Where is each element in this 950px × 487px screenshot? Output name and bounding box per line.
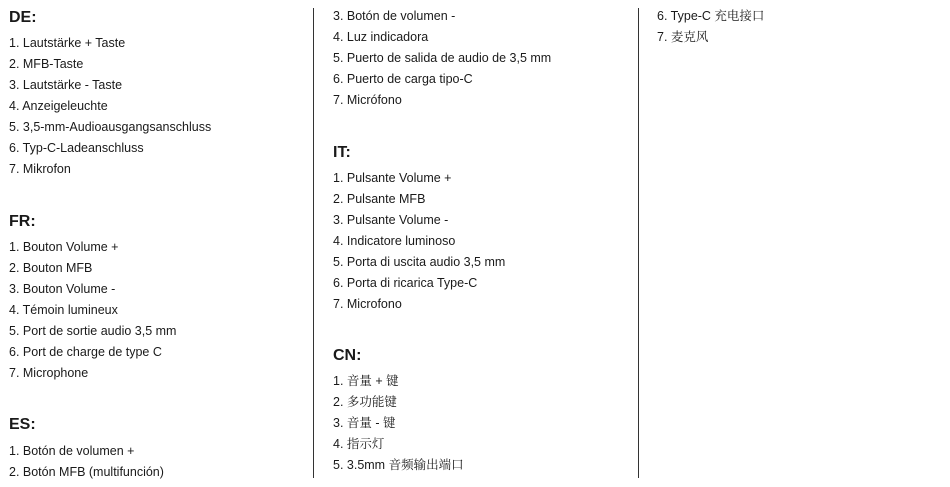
list-item: 6. Porta di ricarica Type-C	[333, 276, 478, 290]
column-divider	[638, 8, 639, 478]
list-item: 6. Type-C 充电接口	[657, 9, 765, 23]
section-heading-it: IT:	[333, 144, 351, 161]
list-item: 6. Typ-C-Ladeanschluss	[9, 141, 144, 155]
list-item: 2. Pulsante MFB	[333, 192, 426, 206]
list-item: 7. Mikrofon	[9, 162, 71, 176]
list-item: 1. Botón de volumen +	[9, 444, 135, 458]
section-heading-de: DE:	[9, 9, 37, 26]
list-item: 7. Microphone	[9, 366, 89, 380]
column-divider	[313, 8, 314, 478]
list-item: 5. 3.5mm 音频输出端口	[333, 458, 464, 472]
list-item: 5. Port de sortie audio 3,5 mm	[9, 324, 177, 338]
list-item: 7. Microfono	[333, 297, 402, 311]
list-item: 2. MFB-Taste	[9, 57, 84, 71]
list-item: 4. Anzeigeleuchte	[9, 99, 108, 113]
list-item: 1. 音量 + 键	[333, 374, 399, 388]
list-item: 5. Porta di uscita audio 3,5 mm	[333, 255, 506, 269]
list-item: 3. Bouton Volume -	[9, 282, 116, 296]
list-item: 6. Port de charge de type C	[9, 345, 162, 359]
list-item: 4. Indicatore luminoso	[333, 234, 456, 248]
list-item: 2. Bouton MFB	[9, 261, 93, 275]
list-item: 3. 音量 - 键	[333, 416, 396, 430]
list-item: 3. Lautstärke - Taste	[9, 78, 123, 92]
list-item: 2. 多功能键	[333, 395, 397, 409]
section-heading-es: ES:	[9, 416, 36, 433]
list-item: 1. Lautstärke + Taste	[9, 36, 126, 50]
list-item: 7. 麦克风	[657, 30, 709, 44]
list-item: 1. Bouton Volume +	[9, 240, 119, 254]
list-item: 3. Botón de volumen -	[333, 9, 456, 23]
list-item: 5. Puerto de salida de audio de 3,5 mm	[333, 51, 552, 65]
section-heading-fr: FR:	[9, 213, 36, 230]
list-item: 4. Témoin lumineux	[9, 303, 118, 317]
list-item: 4. 指示灯	[333, 437, 385, 451]
list-item: 2. Botón MFB (multifunción)	[9, 465, 164, 479]
section-heading-cn: CN:	[333, 347, 362, 364]
list-item: 6. Puerto de carga tipo-C	[333, 72, 473, 86]
list-item: 1. Pulsante Volume +	[333, 171, 452, 185]
list-item: 4. Luz indicadora	[333, 30, 429, 44]
list-item: 5. 3,5-mm-Audioausgangsanschluss	[9, 120, 212, 134]
list-item: 3. Pulsante Volume -	[333, 213, 449, 227]
list-item: 7. Micrófono	[333, 93, 402, 107]
